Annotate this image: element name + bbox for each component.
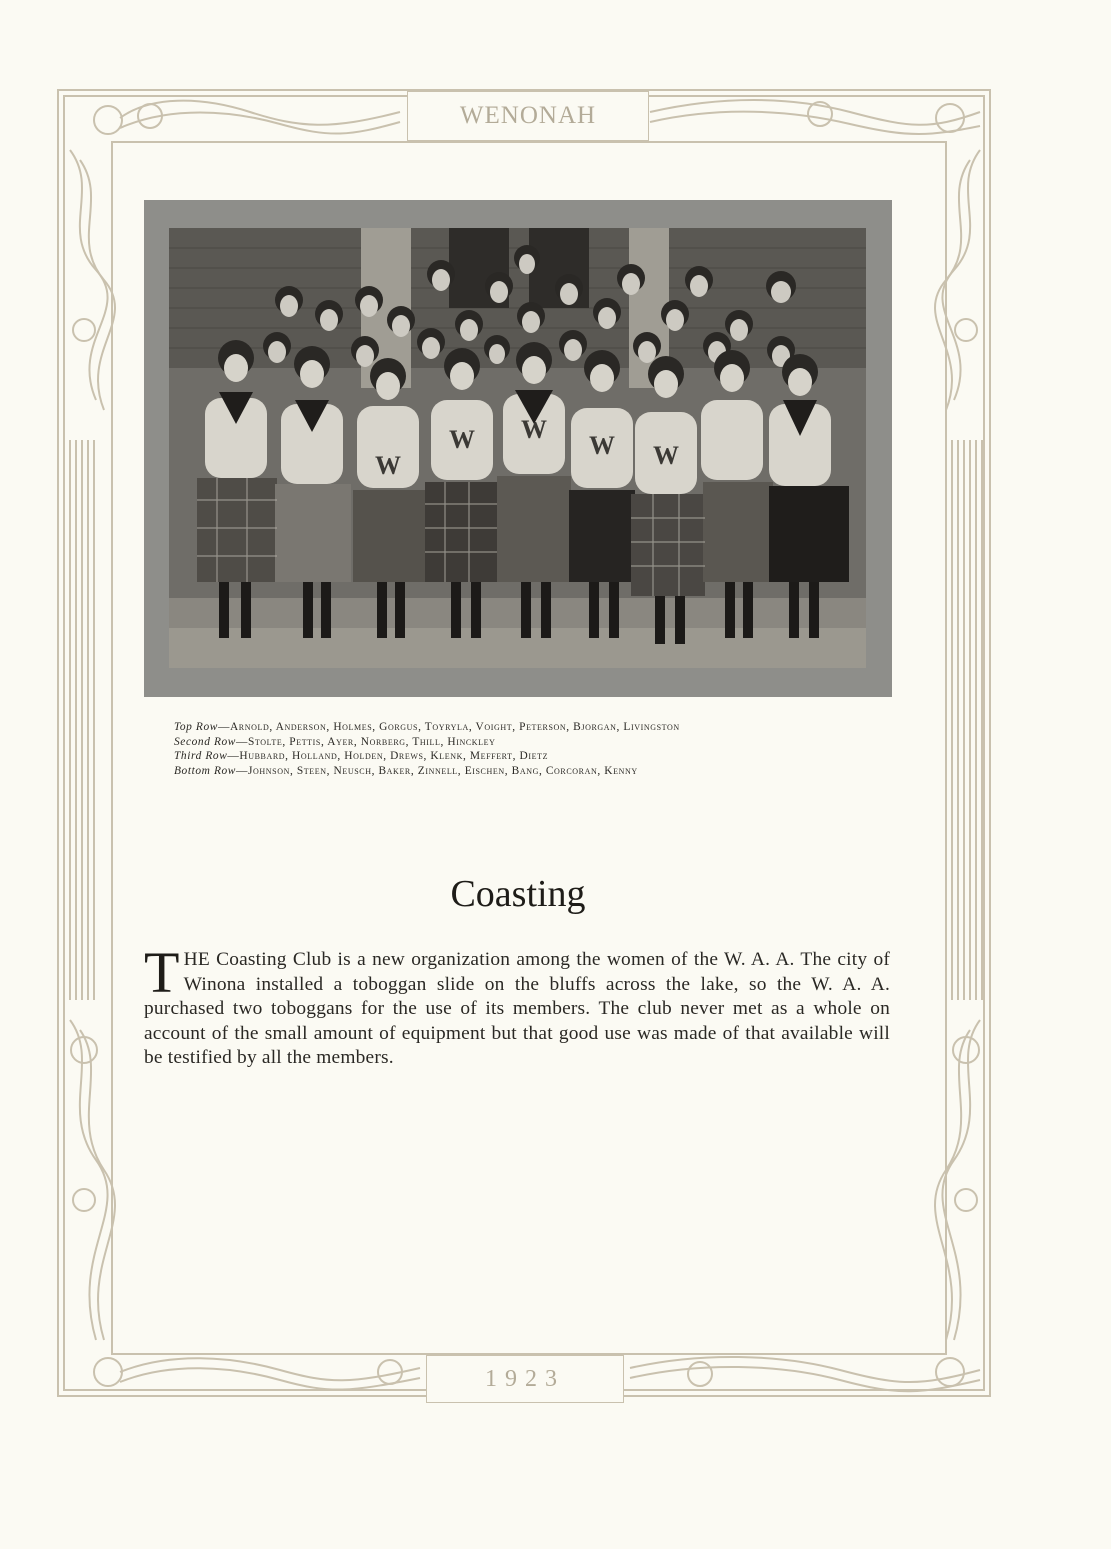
caption-row-third: Third Row—Hubbard, Holland, Holden, Drews, Klenk, Meffert, Dietz [174, 750, 549, 762]
svg-text:W: W [589, 431, 615, 460]
svg-text:W: W [653, 441, 679, 470]
photo-caption [174, 720, 874, 778]
group-photograph [169, 228, 866, 668]
caption-row-bottom: Bottom Row—Johnson, Steen, Neusch, Baker, Zinnell, Eischen, Bang, Corcoran, Kenny [174, 764, 638, 777]
caption-row-top: Top Row—Arnold, Anderson, Holmes, Gorgus, Toyryla, Voight, Peterson, Bjorgan, Livingston [174, 721, 680, 733]
article-body [144, 940, 890, 1071]
article-title: Coasting [450, 873, 586, 915]
svg-text:W: W [375, 451, 401, 480]
caption-row-second: Second Row—Stolte, Pettis, Ayer, Norberg, Thill, Hinckley [174, 735, 496, 748]
article-body-text: HE Coasting Club is a new organization among the women of the W. A. A. The city of Winona installed a toboggan slide on the bluffs across the lake, so the W. A. A. purchased two toboggans for the use of its members. The club never met as a whole on account of the small amount of equipment but that good use was made of that available will be testified by all the members. [144, 949, 890, 1069]
svg-text:W: W [521, 415, 547, 444]
drop-cap: T [144, 940, 180, 1005]
running-head: WENONAH [408, 92, 648, 140]
svg-text:W: W [449, 425, 475, 454]
footer-year: 1923 [427, 1356, 623, 1402]
